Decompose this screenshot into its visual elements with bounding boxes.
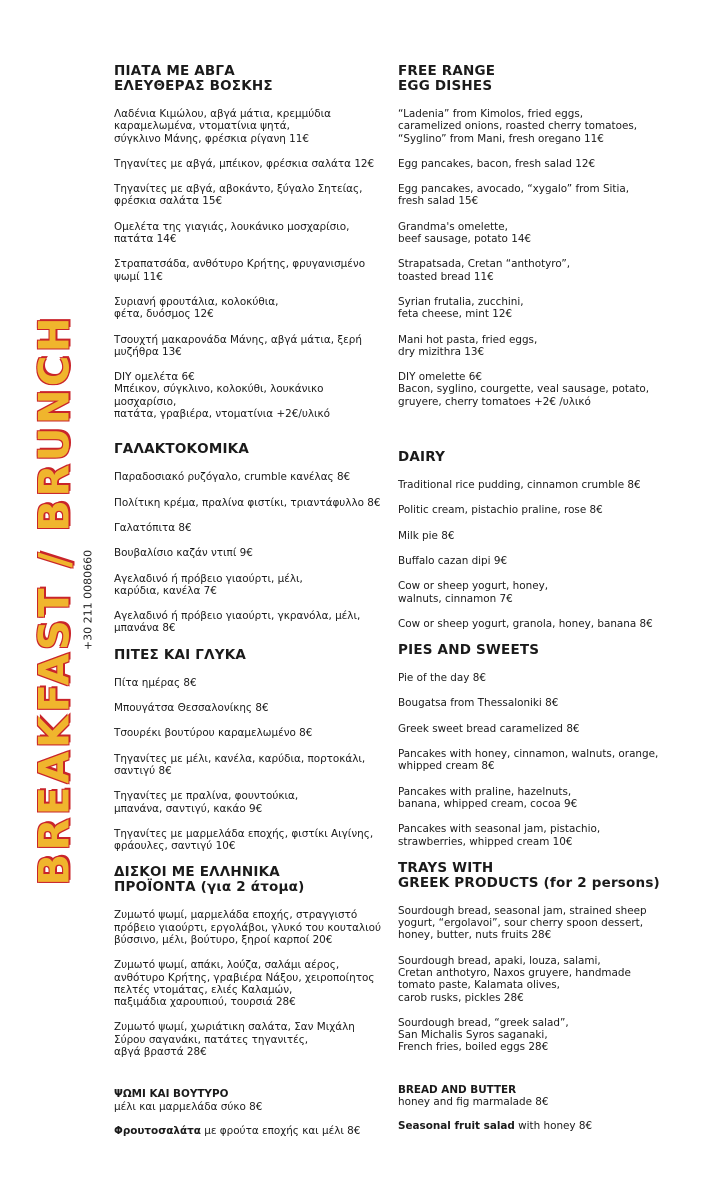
menu-item: Greek sweet bread caramelized 8€ [398, 722, 580, 735]
menu-item: Pancakes with praline, hazelnuts, banana, whipped cream, cocoa 9€ [398, 785, 578, 810]
section-title-dairy-en: DAIRY [398, 449, 446, 466]
menu-item: Τηγανίτες με αβγά, μπέικον, φρέσκια σαλάτα 12€ [114, 157, 375, 170]
menu-item: Cow or sheep yogurt, honey, walnuts, cinnamon 7€ [398, 580, 549, 605]
menu-title-vertical: BREAKFAST / BRUNCH [29, 314, 79, 886]
menu-item: Sourdough bread, “greek salad”, San Michalis Syros saganaki, French fries, boiled eggs 28€ [398, 1016, 569, 1054]
menu-item: Στραπατσάδα, ανθότυρο Κρήτης, φρυγανισμένο ψωμί 11€ [114, 258, 366, 283]
greek-column [114, 64, 384, 1137]
fruit-salad-desc: με φρούτα εποχής και μέλι 8€ [200, 1124, 361, 1137]
fruit-salad-name: Seasonal fruit salad [398, 1120, 515, 1133]
menu-item: DIY ομελέτα 6€ Μπέικον, σύγκλινο, κολοκύθι, λουκάνικο μοσχαρίσιο, πατάτα, γραβιέρα, ντοματίνια +2€/υλικό [114, 371, 331, 421]
menu-item: Traditional rice pudding, cinnamon crumble 8€ [398, 479, 641, 492]
menu-item: Ζυμωτό ψωμί, απάκι, λούζα, σαλάμι αέρος, ανθότυρο Κρήτης, γραβιέρα Νάξου, χειροποίητος πελτές ντομάτας, ελιές Καλαμών, παξιμάδια χαρουπιού, τουρσιά 28€ [114, 959, 375, 1009]
menu-item: Politic cream, pistachio praline, rose 8€ [398, 504, 603, 517]
menu-item: Γαλατόπιτα 8€ [114, 521, 192, 534]
menu-item: Bougatsa from Thessaloniki 8€ [398, 697, 559, 710]
menu-item: DIY omelette 6€ Bacon, syglino, courgette, veal sausage, potato, gruyere, cherry tomatoes +2€ /υλικό [398, 371, 650, 408]
menu-item: Egg pancakes, avocado, “xygalo” from Sitia, fresh salad 15€ [398, 183, 630, 208]
menu-item: Pie of the day 8€ [398, 672, 486, 685]
menu-item: Συριανή φρουτάλια, κολοκύθια, φέτα, δυόσμος 12€ [114, 295, 279, 321]
menu-item: Syrian frutalia, zucchini, feta cheese, mint 12€ [398, 295, 524, 321]
menu-item: Egg pancakes, bacon, fresh salad 12€ [398, 157, 596, 170]
bread-title-en: BREAD AND BUTTER [398, 1083, 517, 1096]
fruit-salad-en [398, 1120, 683, 1132]
menu-item: Βουβαλίσιο καζάν ντιπί 9€ [114, 547, 253, 560]
menu-item: Strapatsada, Cretan “anthotyro”, toasted bread 11€ [398, 258, 571, 283]
menu-item: Pancakes with seasonal jam, pistachio, strawberries, whipped cream 10€ [398, 823, 601, 848]
menu-item: Τηγανίτες με μαρμελάδα εποχής, φιστίκι Αιγίνης, φράουλες, σαντιγύ 10€ [114, 827, 374, 853]
menu-item: Τηγανίτες με πραλίνα, φουντούκια, μπανάνα, σαντιγύ, κακάο 9€ [114, 790, 299, 815]
menu-item: Τηγανίτες με αβγά, αβοκάντο, ξύγαλο Σητείας, φρέσκια σαλάτα 15€ [114, 183, 363, 208]
bread-title-gr: ΨΩΜΙ ΚΑΙ ΒΟΥΤΥΡΟ [114, 1088, 229, 1101]
section-title-pies-gr: ΠΙΤΕΣ ΚΑΙ ΓΛΥΚΑ [114, 646, 247, 663]
section-title-pies-en: PIES AND SWEETS [398, 642, 540, 659]
phone-number: +30 211 0080660 [81, 549, 95, 651]
menu-item: Cow or sheep yogurt, granola, honey, banana 8€ [398, 617, 653, 630]
menu-item: Λαδένια Κιμώλου, αβγά μάτια, κρεμμύδια καραμελωμένα, ντοματίνια ψητά, σύγκλινο Μάνης, φρέσκια ρίγανη 11€ [114, 108, 331, 145]
menu-item: Buffalo cazan dipi 9€ [398, 554, 508, 567]
menu-item: Μπουγάτσα Θεσσαλονίκης 8€ [114, 702, 269, 715]
menu-item: Αγελαδινό ή πρόβειο γιαούρτι, μέλι, καρύδια, κανέλα 7€ [114, 572, 303, 597]
menu-item: Τσουρέκι βουτύρου καραμελωμένο 8€ [114, 727, 313, 740]
menu-item: Grandma's omelette, beef sausage, potato 14€ [398, 220, 532, 246]
menu-item: Sourdough bread, apaki, louza, salami, Cretan anthotyro, Naxos gruyere, handmade tomato paste, Kalamata olives, carob rusks, pickles 28€ [398, 954, 631, 1004]
menu-item: Pancakes with honey, cinnamon, walnuts, orange, whipped cream 8€ [398, 748, 659, 773]
section-title-eggs-en: FREE RANGE EGG DISHES [398, 63, 496, 94]
english-column [398, 64, 683, 1133]
bread-desc-gr: μέλι και μαρμελάδα σύκο 8€ [114, 1100, 263, 1113]
fruit-salad-name: Φρουτοσαλάτα [114, 1124, 201, 1137]
section-title-trays-en: TRAYS WITH GREEK PRODUCTS (for 2 persons) [398, 859, 660, 891]
menu-item: Sourdough bread, seasonal jam, strained sheep yogurt, “ergolavoi”, sour cherry spoon dessert, honey, butter, nuts fruits 28€ [398, 904, 647, 942]
menu-item: “Ladenia” from Kimolos, fried eggs, caramelized onions, roasted cherry tomatoes, “Syglino” from Mani, fresh oregano 11€ [398, 108, 638, 145]
section-title-trays-gr: ΔΙΣΚΟΙ ΜΕ ΕΛΛΗΝΙΚΑ ΠΡΟΪΟΝΤΑ (για 2 άτομα) [114, 864, 305, 896]
menu-item: Τηγανίτες με μέλι, κανέλα, καρύδια, πορτοκάλι, σαντιγύ 8€ [114, 752, 366, 777]
bread-desc-en: honey and fig marmalade 8€ [398, 1096, 549, 1109]
fruit-salad-desc: with honey 8€ [514, 1120, 593, 1133]
menu-item: Mani hot pasta, fried eggs, dry mizithra 13€ [398, 333, 538, 358]
menu-item: Ζυμωτό ψωμί, χωριάτικη σαλάτα, Σαν Μιχάλη Σύρου σαγανάκι, πατάτες τηγανιτές, αβγά βραστά 28€ [114, 1021, 355, 1059]
menu-item: Πίτα ημέρας 8€ [114, 676, 197, 689]
section-title-eggs-gr: ΠΙΑΤΑ ΜΕ ΑΒΓΑ ΕΛΕΥΘΕΡΑΣ ΒΟΣΚΗΣ [114, 63, 273, 94]
menu-item: Ζυμωτό ψωμί, μαρμελάδα εποχής, στραγγιστό πρόβειο γιαούρτι, εργολάβοι, γλυκό του κουταλιού βύσσινο, μέλι, βούτυρο, ξηροί καρποί 20€ [114, 909, 381, 946]
menu-item: Πολίτικη κρέμα, πραλίνα φιστίκι, τριαντάφυλλο 8€ [114, 496, 381, 509]
menu-item: Τσουχτή μακαρονάδα Μάνης, αβγά μάτια, ξερή μυζήθρα 13€ [114, 333, 362, 358]
menu-item: Παραδοσιακό ρυζόγαλο, crumble κανέλας 8€ [114, 471, 351, 484]
section-title-dairy-gr: ΓΑΛΑΚΤΟΚΟΜΙΚΑ [114, 441, 249, 458]
menu-item: Milk pie 8€ [398, 529, 455, 542]
menu-item: Αγελαδινό ή πρόβειο γιαούρτι, γκρανόλα, μέλι, μπανάνα 8€ [114, 610, 361, 635]
menu-item: Ομελέτα της γιαγιάς, λουκάνικο μοσχαρίσιο, πατάτα 14€ [114, 220, 350, 246]
fruit-salad-gr [114, 1125, 384, 1137]
